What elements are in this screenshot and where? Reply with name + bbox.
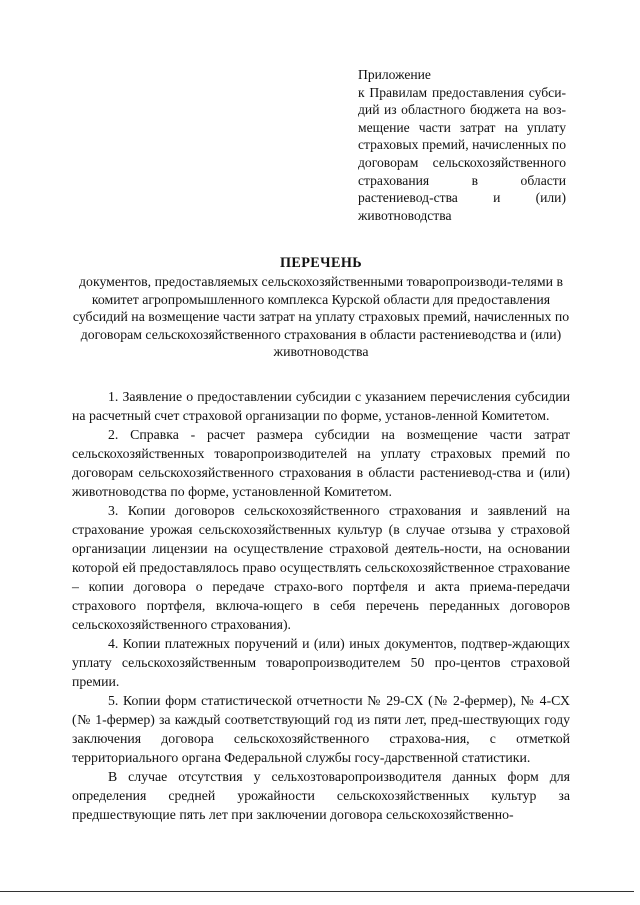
document-heading [72, 254, 570, 361]
list-item-1: 1. Заявление о предоставлении субсидии с указанием перечисления субсидии на расчетный счет страховой организации по форме, установ-ленной Комитетом. [72, 389, 570, 423]
list-item-3: 3. Копии договоров сельскохозяйственного страхования и заявлений на страхование урожая сельскохозяйственных культур (в случае отзыва у страховой организации лицензии на осуществление страховой деятель-ности, на основании которой ей предоставлялось право осуществлять сельскохозяйственное страхование – копии договора о передаче страхо-вого портфеля и акта приема-передачи страхового портфеля, включа-ющего в себя перечень переданных договоров сельскохозяйственного страхования). [72, 503, 570, 632]
document-title: ПЕРЕЧЕНЬ [279, 255, 363, 271]
appendix-body: к Правилам предоставления субси-дий из областного бюджета на воз-мещение части затрат на уплату страховых премий, начисленных по договорам сельскохозяйственного страхования в области растениевод-ства и (или) животноводства [358, 84, 566, 223]
document-body [72, 387, 570, 824]
appendix-title: Приложение [358, 67, 431, 82]
list-item-4: 4. Копии платежных поручений и (или) иных документов, подтвер-ждающих уплату сельскохозяйственным товаропроизводителем 50 про-центов страховой премии. [72, 636, 570, 689]
footer-rule [0, 891, 634, 892]
list-item-5: 5. Копии форм статистической отчетности № 29-СХ (№ 2-фермер), № 4-СХ (№ 1-фермер) за каждый соответствующий год из пяти лет, пред-шествующих году заключения договора сельскохозяйственного страхова-ния, с отметкой территориального органа Федеральной службы госу-дарственной статистики. [72, 693, 570, 765]
list-item-2: 2. Справка - расчет размера субсидии на возмещение части затрат сельскохозяйственных товаропроизводителей на уплату страховых премий по договорам сельскохозяйственного страхования в области растениевод-ства и (или) животноводства по форме, установленной Комитетом. [72, 427, 570, 499]
appendix-block [358, 66, 566, 224]
document-subtitle: документов, предоставляемых сельскохозяйственными товаропроизводи-телями в комитет агропромышленного комплекса Курской области для предоставления субсидий на возмещение части затрат на уплату страховых премий, начисленных по договорам сельскохозяйственного страхования в области растениеводства и (или) животноводства [72, 274, 570, 360]
closing-paragraph: В случае отсутствия у сельхозтоваропроизводителя данных форм для определения средней урожайности сельскохозяйственных культур за предшествующие пять лет при заключении договора сельскохозяйственно- [72, 769, 570, 822]
